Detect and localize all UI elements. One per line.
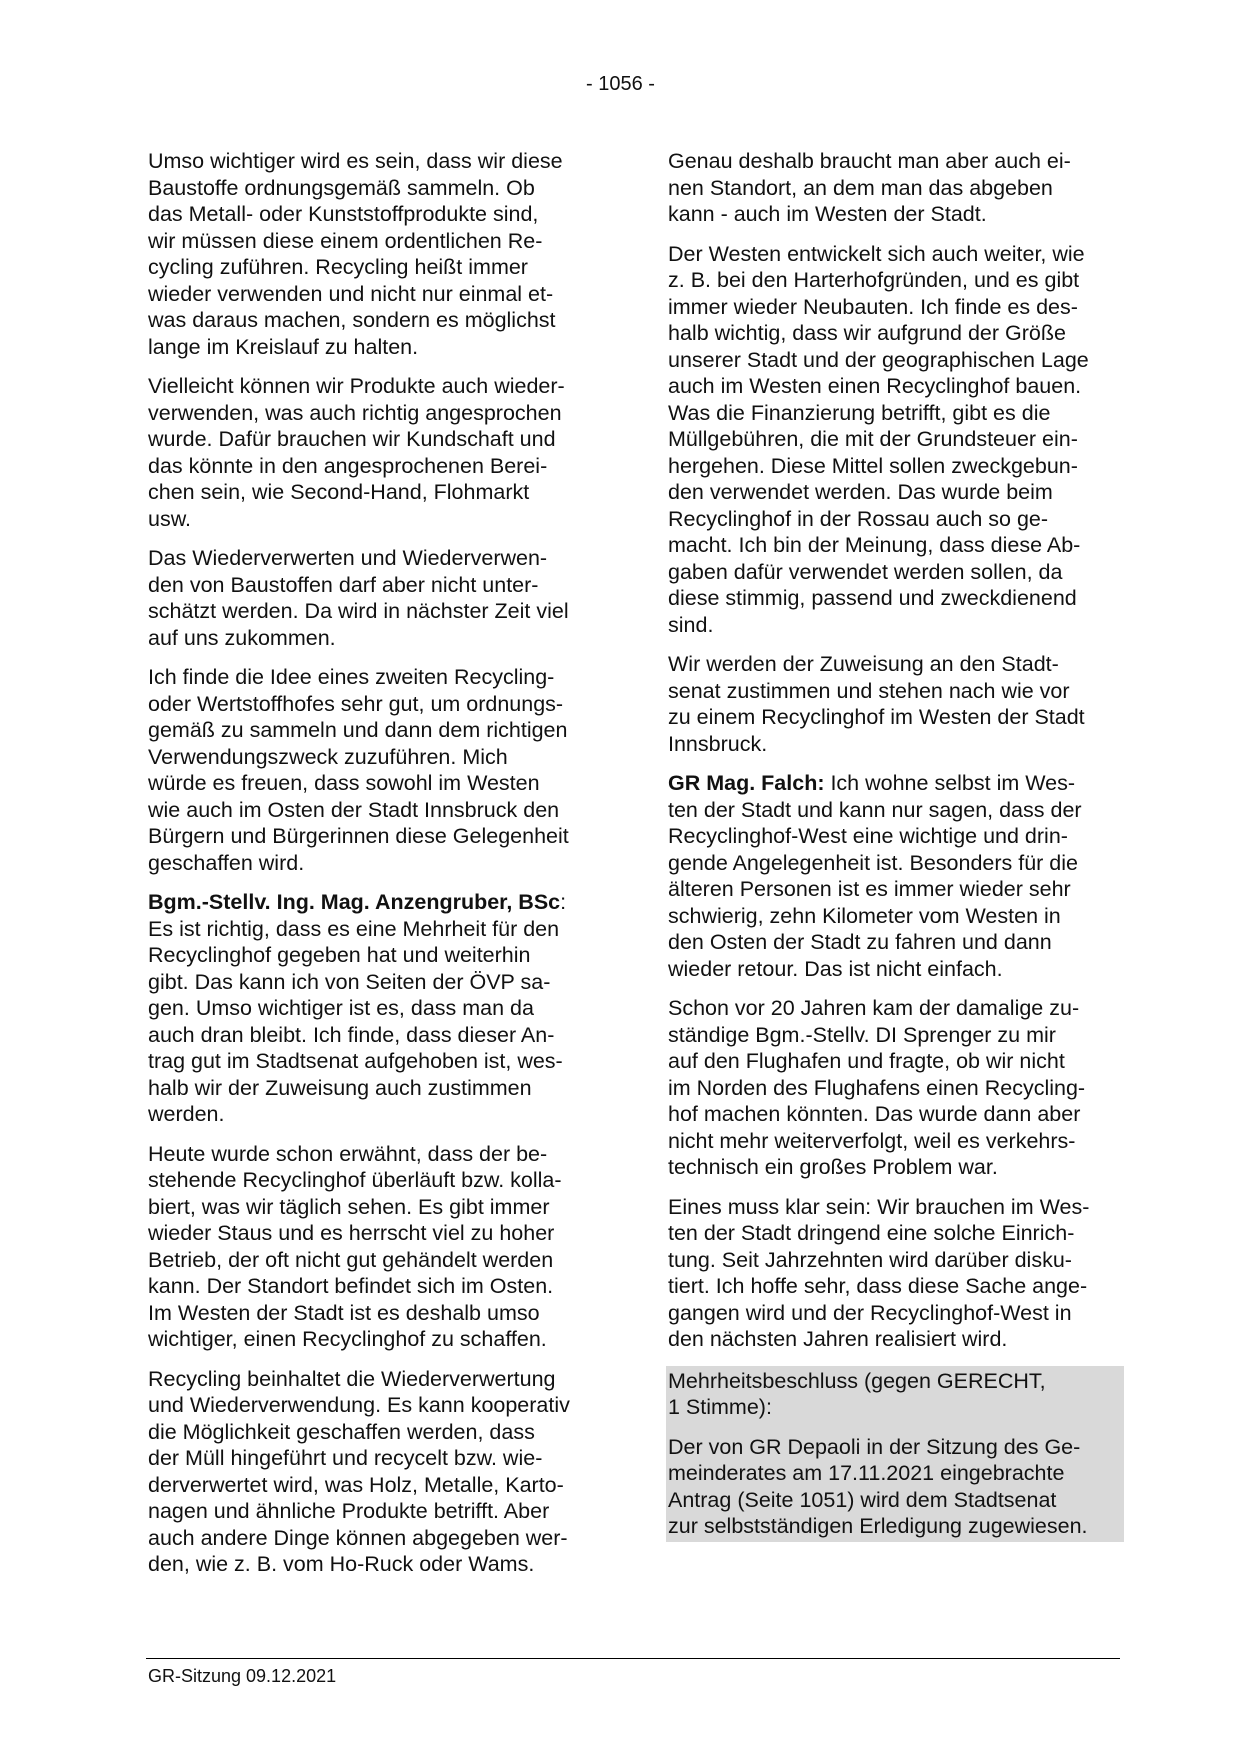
speaker-name: Bgm.-Stellv. Ing. Mag. Anzengruber, BSc <box>148 890 561 914</box>
paragraph: Vielleicht können wir Produkte auch wieder- verwenden, was auch richtig angesprochen wurde. Dafür brauchen wir Kundschaft und das könnte in den angesprochenen Berei- chen sein, wie Second-Hand, Flohmarkt usw. <box>148 374 565 531</box>
resolution-title: Mehrheitsbeschluss (gegen GERECHT, 1 Stimme): <box>668 1368 1046 1419</box>
speaker-paragraph <box>148 889 596 1128</box>
paragraph: Wir werden der Zuweisung an den Stadt- senat zustimmen und stehen nach wie vor zu einem Recyclinghof im Westen der Stadt Innsbruck. <box>668 652 1085 756</box>
footer-session-date: GR-Sitzung 09.12.2021 <box>148 1666 337 1686</box>
speaker-text: : Es ist richtig, dass es eine Mehrheit für den Recyclinghof gegeben hat und weiterhin gibt. Das kann ich von Seiten der ÖVP sa- gen. Umso wichtiger ist es, dass man da auch dran bleibt. Ich finde, dass dieser An- trag gut im Stadtsenat aufgehoben ist, wes- halb wir der Zuweisung auch zustimmen werden. <box>148 890 567 1126</box>
speaker-name: GR Mag. Falch: <box>668 771 825 795</box>
paragraph: Heute wurde schon erwähnt, dass der be- stehende Recyclinghof überläuft bzw. kolla- biert, was wir täglich sehen. Es gibt immer wieder Staus und es herrscht viel zu hoher Betrieb, der oft nicht gut gehändelt werden kann. Der Standort befindet sich im Osten. Im Westen der Stadt ist es deshalb umso wichtiger, einen Recyclinghof zu schaffen. <box>148 1141 562 1351</box>
speaker-text: Ich wohne selbst im Wes- ten der Stadt und kann nur sagen, dass der Recyclinghof-West eine wichtige und drin- gende Angelegenheit ist. Besonders für die älteren Personen ist es immer wieder sehr schwierig, zehn Kilometer vom Westen in den Osten der Stadt zu fahren und dann wieder retour. Das ist nicht einfach. <box>668 771 1082 981</box>
footer-divider <box>146 1658 1120 1659</box>
resolution-text: Der von GR Depaoli in der Sitzung des Ge- meinderates am 17.11.2021 eingebrachte Antrag (Seite 1051) wird dem Stadtsenat zur selbstständigen Erledigung zugewiesen. <box>668 1434 1088 1538</box>
right-column <box>668 148 1116 1542</box>
paragraph: Eines muss klar sein: Wir brauchen im Wes- ten der Stadt dringend eine solche Einrich- tung. Seit Jahrzehnten wird darüber disku- tiert. Ich hoffe sehr, dass diese Sache ange- gangen wird und der Recyclinghof-West in den nächsten Jahren realisiert wird. <box>668 1194 1090 1351</box>
left-column <box>148 148 596 1591</box>
paragraph: Schon vor 20 Jahren kam der damalige zu- ständige Bgm.-Stellv. DI Sprenger zu mir auf den Flughafen und fragte, ob wir nicht im Norden des Flughafens einen Recycling- hof machen könnten. Das wurde dann aber nicht mehr weiterverfolgt, weil es verkehrs- technisch ein großes Problem war. <box>668 996 1086 1179</box>
resolution-box <box>666 1366 1124 1542</box>
paragraph: Recycling beinhaltet die Wiederverwertung und Wiederverwendung. Es kann kooperativ die Möglichkeit geschaffen werden, dass der Müll hingeführt und recycelt bzw. wie- derverwertet wird, was Holz, Metalle, Karto- nagen und ähnliche Produkte betrifft. Aber auch andere Dinge können abgegeben wer- den, wie z. B. vom Ho-Ruck oder Wams. <box>148 1366 570 1576</box>
paragraph: Das Wiederverwerten und Wiederverwen- den von Baustoffen darf aber nicht unter- schätzt werden. Da wird in nächster Zeit viel auf uns zukommen. <box>148 546 569 650</box>
paragraph: Umso wichtiger wird es sein, dass wir diese Baustoffe ordnungsgemäß sammeln. Ob das Metall- oder Kunststoffprodukte sind, wir müssen diese einem ordentlichen Re- cycling zuführen. Recycling heißt immer wieder verwenden und nicht nur einmal et- was daraus machen, sondern es möglichst lange im Kreislauf zu halten. <box>148 149 563 359</box>
speaker-paragraph <box>668 770 1116 982</box>
paragraph: Genau deshalb braucht man aber auch ei- nen Standort, an dem man das abgeben kann - auch im Westen der Stadt. <box>668 149 1071 226</box>
page-number: - 1056 - <box>586 73 655 95</box>
paragraph: Der Westen entwickelt sich auch weiter, wie z. B. bei den Harterhofgründen, und es gibt immer wieder Neubauten. Ich finde es des- halb wichtig, dass wir aufgrund der Größe unserer Stadt und der geographischen Lage auch im Westen einen Recyclinghof bauen. Was die Finanzierung betrifft, gibt es die Müllgebühren, die mit der Grundsteuer ein- hergehen. Diese Mittel sollen zweckgebun- den verwendet werden. Das wurde beim Recyclinghof in der Rossau auch so ge- macht. Ich bin der Meinung, dass diese Ab- gaben dafür verwendet werden sollen, da diese stimmig, passend und zweckdienend sind. <box>668 241 1089 637</box>
paragraph: Ich finde die Idee eines zweiten Recycling- oder Wertstoffhofes sehr gut, um ordnungs- gemäß zu sammeln und dann dem richtigen Verwendungszweck zuzuführen. Mich würde es freuen, dass sowohl im Westen wie auch im Osten der Stadt Innsbruck den Bürgern und Bürgerinnen diese Gelegenheit geschaffen wird. <box>148 665 569 875</box>
